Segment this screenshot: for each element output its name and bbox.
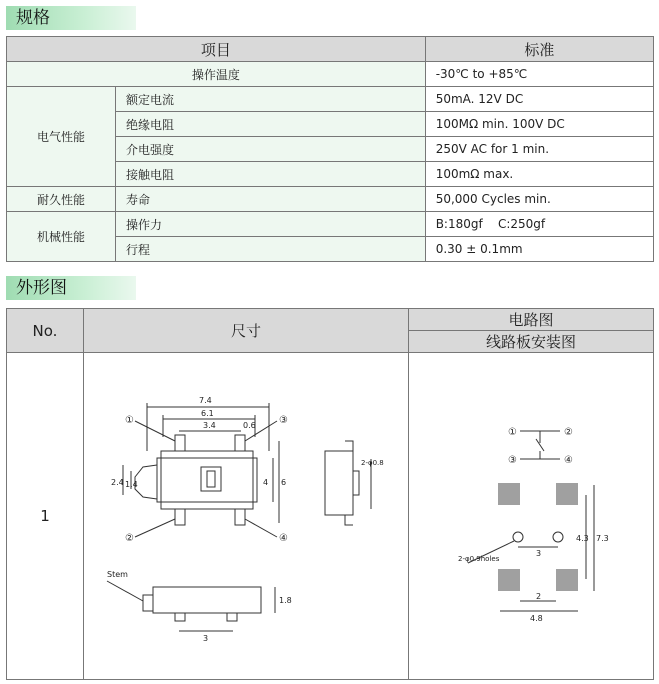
row-value: -30℃ to +85℃ [425, 62, 653, 87]
dim-label: 4 [263, 478, 269, 487]
group-label: 耐久性能 [7, 187, 116, 212]
row-number: 1 [7, 353, 84, 680]
bottom-view-body [153, 587, 261, 613]
row-label: 绝缘电阻 [116, 112, 426, 137]
row-value: 250V AC for 1 min. [425, 137, 653, 162]
row-label: 操作力 [116, 212, 426, 237]
circuit-pcb-drawing [408, 355, 654, 675]
section-title-outline: 外形图 [6, 276, 136, 300]
mount-hole [553, 532, 563, 542]
row-value: 100MΩ min. 100V DC [425, 112, 653, 137]
header-size: 尺寸 [84, 309, 409, 353]
pin-label: ① [125, 415, 134, 426]
dim-label: 2.4 [111, 478, 124, 487]
group-label: 机械性能 [7, 212, 116, 262]
pad [556, 569, 578, 591]
pad [498, 483, 520, 505]
dim-label: 6.1 [201, 409, 214, 418]
row-value: 100mΩ max. [425, 162, 653, 187]
pin-label: ④ [279, 533, 288, 544]
row-label: 操作温度 [7, 62, 426, 87]
dim-label: 0.6 [243, 421, 256, 430]
row-value: 50mA. 12V DC [425, 87, 653, 112]
row-value: 50,000 Cycles min. [425, 187, 653, 212]
dim-label: 1.4 [125, 480, 138, 489]
row-label: 行程 [116, 237, 426, 262]
table-row [7, 87, 654, 112]
header-standard: 标准 [425, 37, 653, 62]
table-row [7, 187, 654, 212]
pin-label: ① [508, 427, 517, 438]
row-label: 介电强度 [116, 137, 426, 162]
dim-label: 4.3 [576, 534, 589, 543]
pin-label: ③ [279, 415, 288, 426]
table-row [7, 212, 654, 237]
dim-label: 3 [536, 549, 542, 558]
header-no: No. [7, 309, 84, 353]
mount-hole [513, 532, 523, 542]
dim-label: 4.8 [530, 614, 543, 623]
header-circuit: 电路图 [409, 309, 654, 331]
dim-label: 3.4 [203, 421, 216, 430]
pin-label: ④ [564, 455, 573, 466]
dimension-drawing [83, 355, 407, 675]
stem-label: Stem [107, 570, 128, 579]
header-pcb: 线路板安装图 [409, 331, 654, 353]
dim-label: 6 [281, 478, 287, 487]
dim-label: 7.4 [199, 396, 212, 405]
spec-table [6, 36, 654, 262]
dim-label: 7.3 [596, 534, 609, 543]
side-view-body [325, 451, 353, 515]
pin-label: ② [125, 533, 134, 544]
holes-label: 2-φ0.9holes [458, 555, 500, 563]
table-row [7, 62, 654, 87]
group-label: 电气性能 [7, 87, 116, 187]
pin-label: ③ [508, 455, 517, 466]
row-label: 接触电阻 [116, 162, 426, 187]
switch-stem [135, 465, 157, 499]
dim-label: 1.8 [279, 596, 292, 605]
row-label: 寿命 [116, 187, 426, 212]
dim-label: 2-φ0.8 [361, 459, 384, 467]
dim-label: 3 [203, 634, 209, 643]
pad [498, 569, 520, 591]
header-item: 项目 [7, 37, 426, 62]
section-title-specs: 规格 [6, 6, 136, 30]
row-value: B:180gf C:250gf [425, 212, 653, 237]
pin-label: ② [564, 427, 573, 438]
row-value: 0.30 ± 0.1mm [425, 237, 653, 262]
row-label: 额定电流 [116, 87, 426, 112]
pad [556, 483, 578, 505]
dim-label: 2 [536, 592, 542, 601]
